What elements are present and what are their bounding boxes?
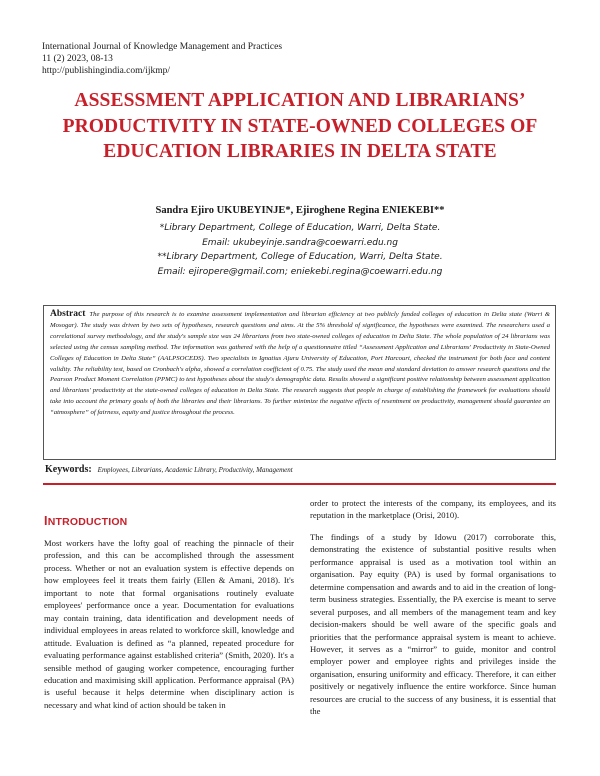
journal-header xyxy=(42,41,282,77)
journal-name: International Journal of Knowledge Management and Practices xyxy=(42,42,283,52)
section-heading-introduction xyxy=(44,514,127,528)
section-divider xyxy=(43,483,556,485)
right-column xyxy=(310,497,556,718)
section-heading-initial: I xyxy=(44,514,48,528)
right-paragraph-2: The findings of a study by Idowu (2017) corroborate this, demonstrating the existence of substantial positive results when performance appraisal is used as a motivation tool within an organisation. Pay equity (PA) is used by formal organisations to determine compensation and awards and to aid in the creation of long-term business strategies. Essentially, the PA exercise is meant to serve several purposes, and all members of the management team and key decision-makers should be well aware of the specific goals and priorities that the performance appraisal system is meant to achieve. However, it serves as a “mirror” to guide, monitor and control employer power and employee rights and privileges inside the organisation, ensuring uniformity and efficacy. Therefore, it can either positively or negatively influence the entire workforce. Since human resources are crucial to the success of any business, it is essential that the xyxy=(310,531,556,717)
email-1[interactable]: Email: ukubeyinje.sandra@coewarri.edu.ng xyxy=(202,237,398,248)
right-paragraph-1: order to protect the interests of the company, its employees, and its reputation in the marketplace (Orisi, 2010). xyxy=(310,498,556,521)
keywords-text: Employees, Librarians, Academic Library, Productivity, Management xyxy=(97,466,293,474)
paper-title: ASSESSMENT APPLICATION AND LIBRARIANS’ PRODUCTIVITY IN STATE-OWNED COLLEGES OF EDUCATION LIBRARIES IN DELTA STATE xyxy=(62,90,538,162)
keywords xyxy=(45,464,293,475)
abstract-text: The purpose of this research is to examine assessment implementation and librarian efficiency at two publicly funded colleges of education in Delta state (Warri & Mosogar). The study was driven by two sets of hypotheses, research questions and aims. At the 5% threshold of significance, the hypotheses were examined. The researchers used a correlational survey methodology, and the study's sample size was 24 librarians from two state-owned colleges of education in Delta State. The whole population of 24 librarians was selected using the census sampling method. The information was gathered with the help of a questionnaire titled “Assessment Application and Librarians' Productivity in State-Owned Colleges of Education in Delta State” (AALPSOCEDS). Two specialists in Ignatius Ajuru University of Education, Port Harcourt, checked the instrument for both face and content validity. The reliability test, based on Cronbach's alpha, showed a correlation coefficient of 0.75. The study used the mean and standard deviation to answer research questions and the Pearson Product Moment Correlation (PPMC) to test hypotheses about the study's demographic data. Results showed a significant positive relationship between assessment application and librarians' productivity at the state-owned colleges of education in Delta State. The research suggests that people in charge of establishing the framework for evaluations should take into account the primary goals of both the libraries and their librarians. To further minimize the negative effects of resentment on productivity, management should guarantee an “atmosphere” of fairness, equity and justice throughout the process. xyxy=(50,311,550,417)
email-2[interactable]: Email: ejiropere@gmail.com; eniekebi.regina@coewarri.edu.ng xyxy=(157,267,443,278)
authors: Sandra Ejiro UKUBEYINJE*, Ejiroghene Regina ENIEKEBI** xyxy=(155,205,445,216)
left-column xyxy=(44,537,294,711)
affiliation-2: **Library Department, College of Education, Warri, Delta State. xyxy=(157,252,443,263)
abstract-box xyxy=(43,305,556,460)
affiliations xyxy=(60,221,540,280)
section-heading-rest: NTRODUCTION xyxy=(47,516,128,528)
affiliation-1: *Library Department, College of Education, Warri, Delta State. xyxy=(159,223,441,233)
keywords-label: Keywords: xyxy=(45,464,92,475)
abstract-label: Abstract xyxy=(50,309,86,319)
journal-volume: 11 (2) 2023, 08-13 xyxy=(42,54,113,64)
left-paragraph: Most workers have the lofty goal of reaching the pinnacle of their profession, and this can be accomplished through the assessment process. Whether or not an evaluation system is effective depends on how employees feel it treats them fairly (Ellen & Amani, 2018). It's important to note that formal organisations routinely evaluate employees' performance once a year. Documentation for evaluations may contain training, data identification and development needs of individual employees in areas related to workforce skill, knowledge and attitude. Evaluation is defined as “a planned, repeated procedure for evaluating performance against established criteria” (Smith, 2020). It's a sensible method of gauging worker competence, encouraging further education and maximising skill application. Performance appraisal (PA) is useful because it helps determine when disciplinary action is necessary and what kind of action should be taken in xyxy=(44,538,294,710)
journal-url[interactable]: http://publishingindia.com/ijkmp/ xyxy=(42,66,170,76)
